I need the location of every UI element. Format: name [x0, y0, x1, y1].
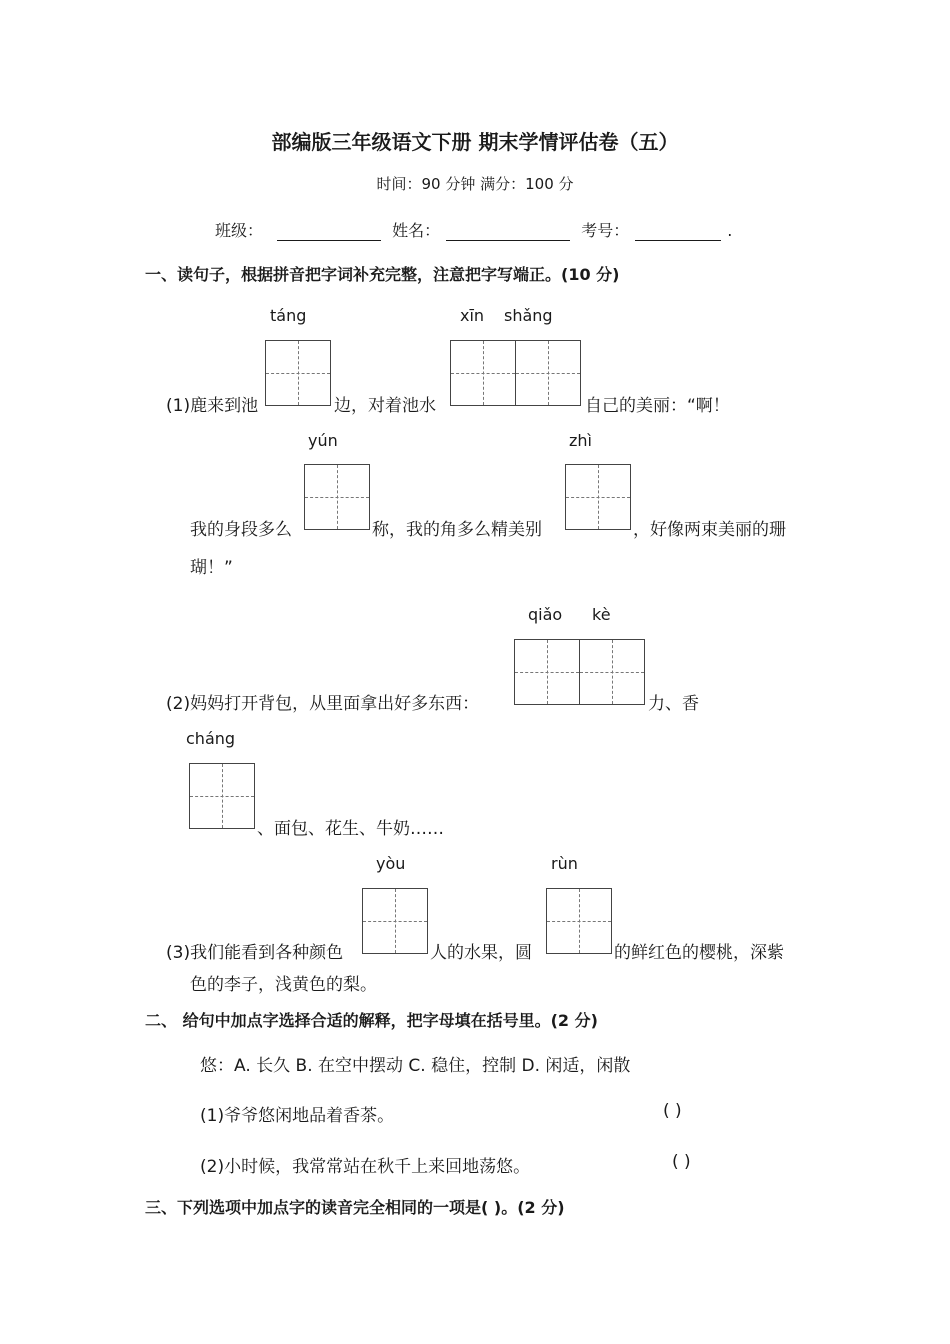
- pinyin-ke: kè: [592, 605, 611, 624]
- pinyin-tang: táng: [270, 306, 307, 325]
- q3-text-c: 的鲜红色的樱桃，深紫: [614, 943, 784, 963]
- section2-heading: 二、 给句中加点字选择合适的解释，把字母填在括号里。(2 分): [145, 1011, 598, 1030]
- q3-text-d: 色的李子，浅黄色的梨。: [190, 975, 377, 995]
- q1-text-b: 边，对着池水: [334, 396, 436, 416]
- pinyin-qiao: qiǎo: [528, 605, 563, 624]
- number-blank[interactable]: [635, 224, 721, 241]
- class-blank[interactable]: [277, 224, 381, 241]
- pinyin-chang: cháng: [186, 729, 236, 748]
- q1-text-d: 我的身段多么: [190, 520, 292, 540]
- name-label: 姓名：: [392, 221, 441, 240]
- q1-text-e: 称，我的角多么精美别: [372, 520, 542, 540]
- q2-text-a: (2)妈妈打开背包，从里面拿出好多东西：: [166, 694, 480, 714]
- section3-heading: 三、下列选项中加点字的读音完全相同的一项是( )。(2 分): [145, 1198, 565, 1217]
- section2-q1: (1)爷爷悠闲地品着香茶。: [200, 1106, 395, 1126]
- q3-text-b: 人的水果，圆: [430, 943, 532, 963]
- q1-text-g: 瑚！”: [190, 558, 233, 578]
- answer-paren[interactable]: ( ): [672, 1152, 691, 1172]
- pinyin-run: rùn: [551, 854, 578, 873]
- student-info-row: 班级： 姓名： 考号： .: [215, 221, 733, 240]
- writing-box[interactable]: [565, 464, 631, 530]
- q1-text-a: (1)鹿来到池: [166, 396, 259, 416]
- q3-text-a: (3)我们能看到各种颜色: [166, 943, 344, 963]
- writing-box[interactable]: [580, 639, 645, 705]
- writing-box[interactable]: [546, 888, 612, 954]
- name-blank[interactable]: [446, 224, 570, 241]
- number-label: 考号：: [581, 221, 630, 240]
- pinyin-xin: xīn: [460, 306, 485, 325]
- q2-text-b: 力、香: [648, 694, 699, 714]
- answer-paren[interactable]: ( ): [663, 1101, 682, 1121]
- pinyin-zhi: zhì: [569, 431, 592, 450]
- section2-q2: (2)小时候，我常常站在秋千上来回地荡悠。: [200, 1157, 531, 1177]
- class-label: 班级：: [215, 221, 264, 240]
- writing-box[interactable]: [189, 763, 255, 829]
- page-title: 部编版三年级语文下册 期末学情评估卷（五）: [271, 130, 679, 154]
- section1-heading: 一、读句子，根据拼音把字词补充完整，注意把字写端正。(10 分): [145, 265, 620, 284]
- pinyin-yun: yún: [308, 431, 338, 450]
- q1-text-f: ，好像两束美丽的珊: [633, 520, 786, 540]
- writing-box[interactable]: [265, 340, 331, 406]
- writing-box[interactable]: [450, 340, 516, 406]
- exam-info: 时间：90 分钟 满分：100 分: [376, 175, 574, 193]
- writing-box[interactable]: [514, 639, 580, 705]
- pinyin-shang: shǎng: [504, 306, 553, 325]
- q2-text-c: 、面包、花生、牛奶……: [257, 819, 444, 839]
- writing-box[interactable]: [304, 464, 370, 530]
- writing-box[interactable]: [362, 888, 428, 954]
- definition-options: 悠：A. 长久 B. 在空中摆动 C. 稳住，控制 D. 闲适，闲散: [200, 1056, 631, 1076]
- pinyin-you: yòu: [376, 854, 406, 873]
- writing-box[interactable]: [516, 340, 581, 406]
- q1-text-c: 自己的美丽：“啊！: [585, 396, 730, 416]
